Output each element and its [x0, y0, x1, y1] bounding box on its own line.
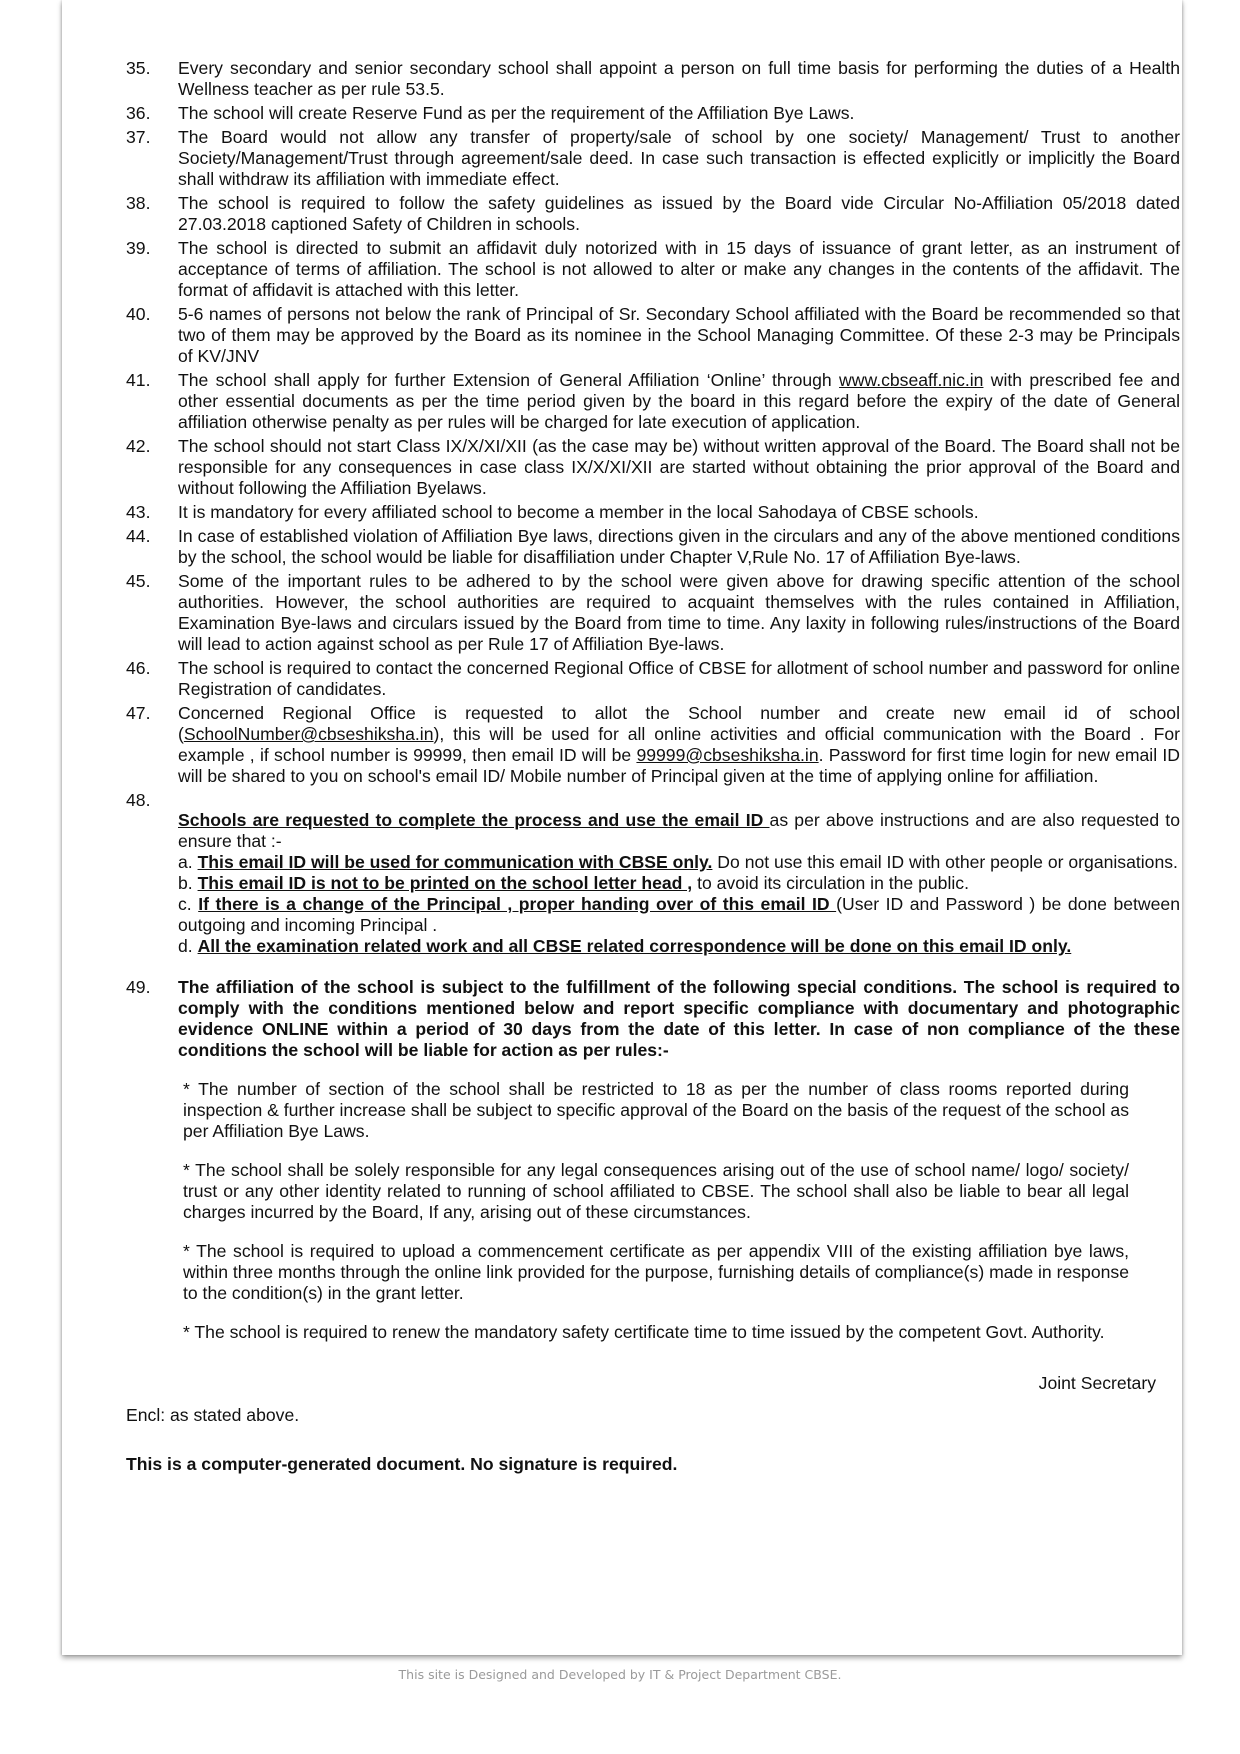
- item-number: 49.: [126, 977, 151, 997]
- list-item-45: [126, 571, 1180, 655]
- item-text-part: ), this will be used for all online activities and official communication with the Board . For example , if school number is 99999, then email ID will be: [178, 724, 1180, 765]
- instruction-prefix: c.: [178, 894, 199, 914]
- enclosure-note: Encl: as stated above.: [126, 1405, 300, 1425]
- list-item-47: [126, 703, 1180, 787]
- item-text: The school is directed to submit an affidavit duly notorized with in 15 days of issuance of grant letter, as an instrument of acceptance of terms of affiliation. The school is not allowed to alter or make any changes in the contents of the affidavit. The format of affidavit is attached with this letter.: [178, 238, 1180, 300]
- email-instructions-intro: [178, 810, 1180, 852]
- list-item-36: [126, 103, 1180, 124]
- item-text: The school is required to contact the concerned Regional Office of CBSE for allotment of school number and password for online Registration of candidates.: [178, 658, 1180, 699]
- letter-content: [126, 58, 1180, 1475]
- item-number: 43.: [126, 502, 151, 522]
- example-email-link[interactable]: 99999@cbseshiksha.in: [636, 745, 819, 765]
- item-number: 44.: [126, 526, 151, 546]
- instruction-bold: All the examination related work and all CBSE related correspondence will be done on this email ID only.: [197, 936, 1072, 956]
- condition-item: * The school is required to renew the mandatory safety certificate time to time issued by the competent Govt. Authority.: [183, 1322, 1105, 1342]
- item-number: 46.: [126, 658, 151, 678]
- list-item-38: [126, 193, 1180, 235]
- list-item-37: [126, 127, 1180, 190]
- instruction-bold: This email ID will be used for communication with CBSE only.: [197, 852, 713, 872]
- list-item-42: [126, 436, 1180, 499]
- item-text: It is mandatory for every affiliated school to become a member in the local Sahodaya of CBSE schools.: [178, 502, 979, 522]
- item-number: 45.: [126, 571, 151, 591]
- item-text-part: . Password for first time login for new email ID will be shared to you on school's email ID/ Mobile number of Principal given at the time of applying online for affiliation.: [178, 745, 1180, 786]
- email-instruction-a: [178, 852, 1180, 873]
- list-item-41: [126, 370, 1180, 433]
- instruction-bold: This email ID is not to be printed on the school letter head ,: [197, 873, 693, 893]
- item-text: [178, 703, 1180, 787]
- item-text: The school is required to follow the safety guidelines as issued by the Board vide Circular No-Affiliation 05/2018 dated 27.03.2018 captioned Safety of Children in schools.: [178, 193, 1180, 234]
- item-text-part: Concerned Regional Office is requested to allot the School number and create new email id of school (: [178, 703, 1180, 744]
- list-item-40: [126, 304, 1180, 367]
- item-text: The school should not start Class IX/X/XI/XII (as the case may be) without written approval of the Board. The Board shall not be responsible for any consequences in case class IX/X/XI/XII are started without obtaining the prior approval of the Board and without following the Affiliation Byelaws.: [178, 436, 1180, 498]
- list-item-48: [126, 790, 1180, 957]
- email-instruction-c: [178, 894, 1180, 936]
- signatory: Joint Secretary: [1038, 1373, 1156, 1393]
- item-text-part: with prescribed fee and other essential documents as per the time period given by the board in this regard before the expiry of the date of General affiliation otherwise penalty as per rules will be charged for late execution of application.: [178, 370, 1181, 432]
- item-text: Some of the important rules to be adhered to by the school were given above for drawing specific attention of the school authorities. However, the school authorities are required to acquaint themselves with the rules contained in Affiliation, Examination Bye-laws and circulars issued by the Board from time to time. Any laxity in following rules/instructions of the Board will lead to action against school as per Rule 17 of Affiliation Bye-laws.: [178, 571, 1180, 654]
- condition-item: * The school is required to upload a commencement certificate as per appendix VIII of the existing affiliation bye laws, within three months through the online link provided for the purpose, furnishing details of compliance(s) made in response to the condition(s) in the grant letter.: [183, 1241, 1129, 1303]
- instruction-rest: Do not use this email ID with other people or organisations.: [712, 852, 1178, 872]
- list-item-44: [126, 526, 1180, 568]
- item-number: 40.: [126, 304, 151, 324]
- instruction-rest: (User ID and Password ) be done between outgoing and incoming Principal .: [178, 894, 1180, 935]
- item-text: 5-6 names of persons not below the rank of Principal of Sr. Secondary School affiliated with the Board be recommended so that two of them may be approved by the Board as its nominee in the School Managing Committee. Of these 2-3 may be Principals of KV/JNV: [178, 304, 1180, 366]
- intro-rest: as per above instructions and are also requested to ensure that :-: [178, 810, 1180, 851]
- item-number: 38.: [126, 193, 151, 213]
- site-footer: This site is Designed and Developed by IT & Project Department CBSE.: [398, 1667, 842, 1682]
- condition-item: * The number of section of the school shall be restricted to 18 as per the number of class rooms reported during inspection & further increase shall be subject to specific approval of the Board on the basis of the request of the school as per Affiliation Bye Laws.: [183, 1079, 1129, 1141]
- item-number: 35.: [126, 58, 151, 78]
- list-item-35: [126, 58, 1180, 100]
- item-text: The affiliation of the school is subject to the fulfillment of the following special conditions. The school is required to comply with the conditions mentioned below and report specific compliance with documentary and photographic evidence ONLINE within a period of 30 days from the date of this letter. In case of non compliance of the these conditions the school will be liable for action as per rules:-: [178, 977, 1180, 1060]
- email-instruction-d: [178, 936, 1180, 957]
- instruction-prefix: b.: [178, 873, 198, 893]
- list-item-46: [126, 658, 1180, 700]
- instruction-rest: to avoid its circulation in the public.: [692, 873, 969, 893]
- item-text: [178, 790, 1180, 957]
- condition-item: * The school shall be solely responsible for any legal consequences arising out of the use of school name/ logo/ society/ trust or any other identity related to running of school affiliated to CBSE. The school shall also be liable to bear all legal charges incurred by the Board, If any, arising out of these circumstances.: [183, 1160, 1129, 1222]
- item-number: 48.: [126, 790, 151, 810]
- school-email-link[interactable]: SchoolNumber@cbseshiksha.in: [183, 724, 434, 744]
- list-item-43: [126, 502, 1180, 523]
- item-number: 36.: [126, 103, 151, 123]
- item-number: 37.: [126, 127, 151, 147]
- instruction-prefix: a.: [178, 852, 198, 872]
- email-instruction-b: [178, 873, 1180, 894]
- item-number: 47.: [126, 703, 151, 723]
- item-text: Every secondary and senior secondary school shall appoint a person on full time basis for performing the duties of a Health Wellness teacher as per rule 53.5.: [178, 58, 1180, 99]
- letter-page: [62, 0, 1182, 1655]
- cbseaff-link[interactable]: www.cbseaff.nic.in: [839, 370, 984, 390]
- item-text: The school will create Reserve Fund as per the requirement of the Affiliation Bye Laws.: [178, 103, 855, 123]
- item-text: The Board would not allow any transfer of property/sale of school by one society/ Management/ Trust to another Society/Management/Trust through agreement/sale deed. In case such transaction is effected explicitly or implicitly the Board shall withdraw its affiliation with immediate effect.: [178, 127, 1180, 189]
- instruction-bold: If there is a change of the Principal , proper handing over of this email ID: [198, 894, 837, 914]
- item-text-part: The school shall apply for further Extension of General Affiliation ‘Online’ through: [178, 370, 840, 390]
- intro-bold: Schools are requested to complete the process and use the email ID: [178, 810, 770, 830]
- computer-generated-note: This is a computer-generated document. No signature is required.: [126, 1454, 678, 1474]
- item-number: 41.: [126, 370, 151, 390]
- item-text: In case of established violation of Affiliation Bye laws, directions given in the circulars and any of the above mentioned conditions by the school, the school would be liable for disaffiliation under Chapter V,Rule No. 17 of Affiliation Bye-laws.: [178, 526, 1180, 567]
- item-text: [178, 370, 1180, 433]
- item-number: 42.: [126, 436, 151, 456]
- list-item-39: [126, 238, 1180, 301]
- special-conditions: [183, 1079, 1129, 1343]
- item-number: 39.: [126, 238, 151, 258]
- instruction-prefix: d.: [178, 936, 198, 956]
- list-item-49: [126, 977, 1180, 1061]
